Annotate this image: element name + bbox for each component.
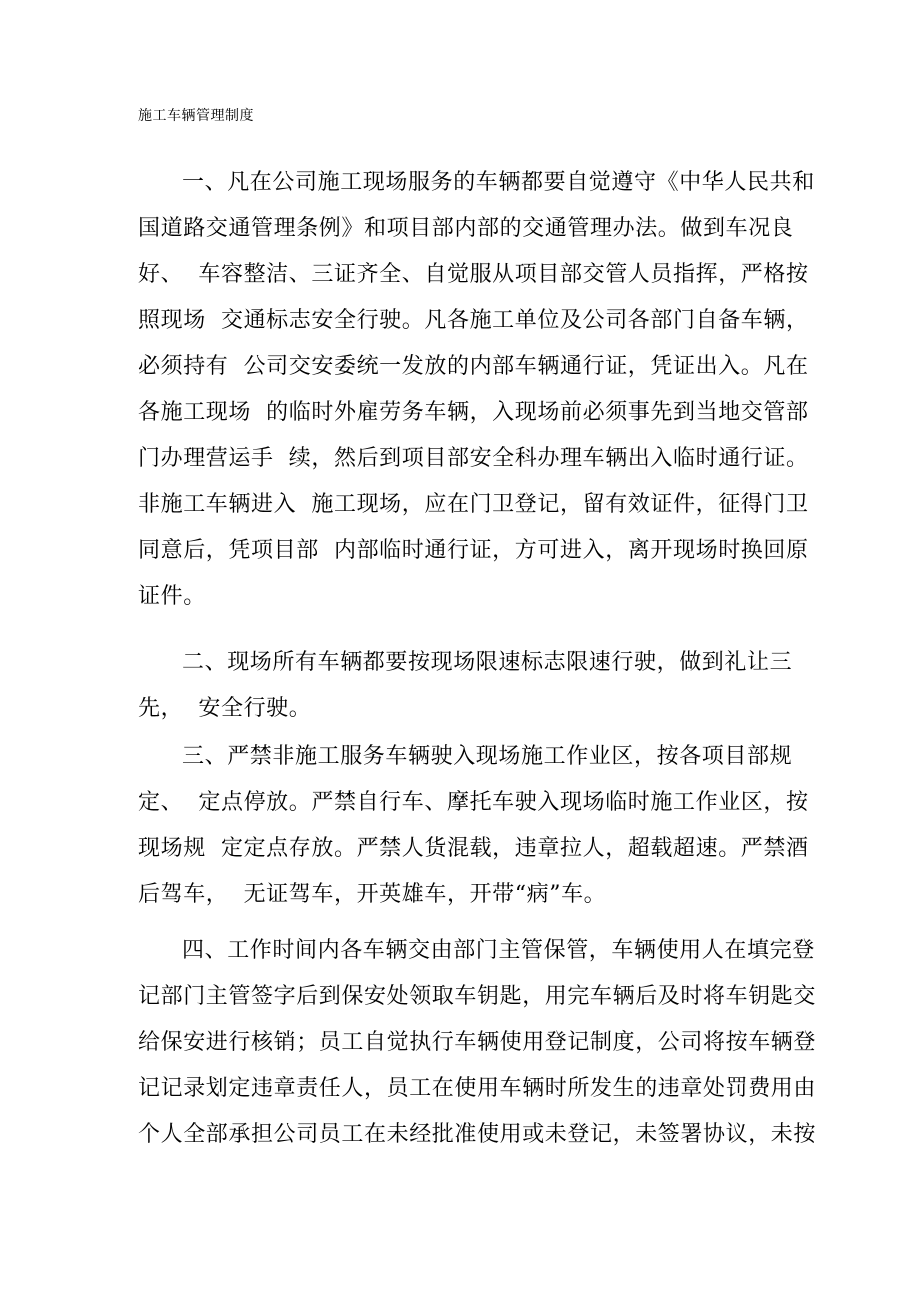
document-title: 施工车辆管理制度	[138, 108, 254, 124]
section-3-line-2: 定、 定点停放。严禁自行车、摩托车驶入现场临时施工作业区，按	[138, 790, 809, 815]
section-1-line-6: 各施工现场 的临时外雇劳务车辆，入现场前必须事先到当地交管部	[138, 400, 809, 425]
section-1-line-5: 必须持有 公司交安委统一发放的内部车辆通行证，凭证出入。凡在	[138, 354, 809, 379]
section-1-line-8: 非施工车辆进入 施工现场，应在门卫登记，留有效证件，征得门卫	[138, 492, 809, 517]
section-1-line-2: 国道路交通管理条例》和项目部内部的交通管理办法。做到车况良	[138, 216, 794, 241]
section-1-line-1: 一、凡在公司施工现场服务的车辆都要自觉遵守《中华人民共和	[182, 170, 815, 195]
section-4-line-2: 记部门主管签字后到保安处领取车钥匙，用完车辆后及时将车钥匙交	[138, 984, 817, 1009]
section-3-line-3: 现场规 定定点存放。严禁人货混载，违章拉人，超载超速。严禁酒	[138, 836, 809, 861]
section-4-line-4: 记记录划定违章责任人，员工在使用车辆时所发生的违章处罚费用由	[138, 1076, 817, 1101]
section-2-line-1: 二、现场所有车辆都要按现场限速标志限速行驶，做到礼让三	[182, 650, 793, 675]
section-4-line-3: 给保安进行核销；员工自觉执行车辆使用登记制度，公司将按车辆登	[138, 1030, 817, 1055]
section-1-line-10: 证件。	[138, 584, 206, 609]
section-2-line-2: 先， 安全行驶。	[138, 696, 312, 721]
section-1-line-4: 照现场 交通标志安全行驶。凡各施工单位及公司各部门自备车辆，	[138, 308, 809, 333]
section-3-line-4: 后驾车， 无证驾车，开英雄车，开带“病”车。	[138, 882, 607, 907]
section-4-line-1: 四、工作时间内各车辆交由部门主管保管，车辆使用人在填完登	[182, 938, 815, 963]
section-1-line-3: 好、 车容整洁、三证齐全、自觉服从项目部交管人员指挥，严格按	[138, 262, 809, 287]
section-1-line-7: 门办理营运手 续，然后到项目部安全科办理车辆出入临时通行证。	[138, 446, 809, 471]
section-4-line-5: 个人全部承担公司员工在未经批准使用或未登记，未签署协议，未按	[138, 1122, 817, 1147]
section-1-line-9: 同意后，凭项目部 内部临时通行证，方可进入，离开现场时换回原	[138, 538, 809, 563]
section-3-line-1: 三、严禁非施工服务车辆驶入现场施工作业区，按各项目部规	[182, 744, 793, 769]
